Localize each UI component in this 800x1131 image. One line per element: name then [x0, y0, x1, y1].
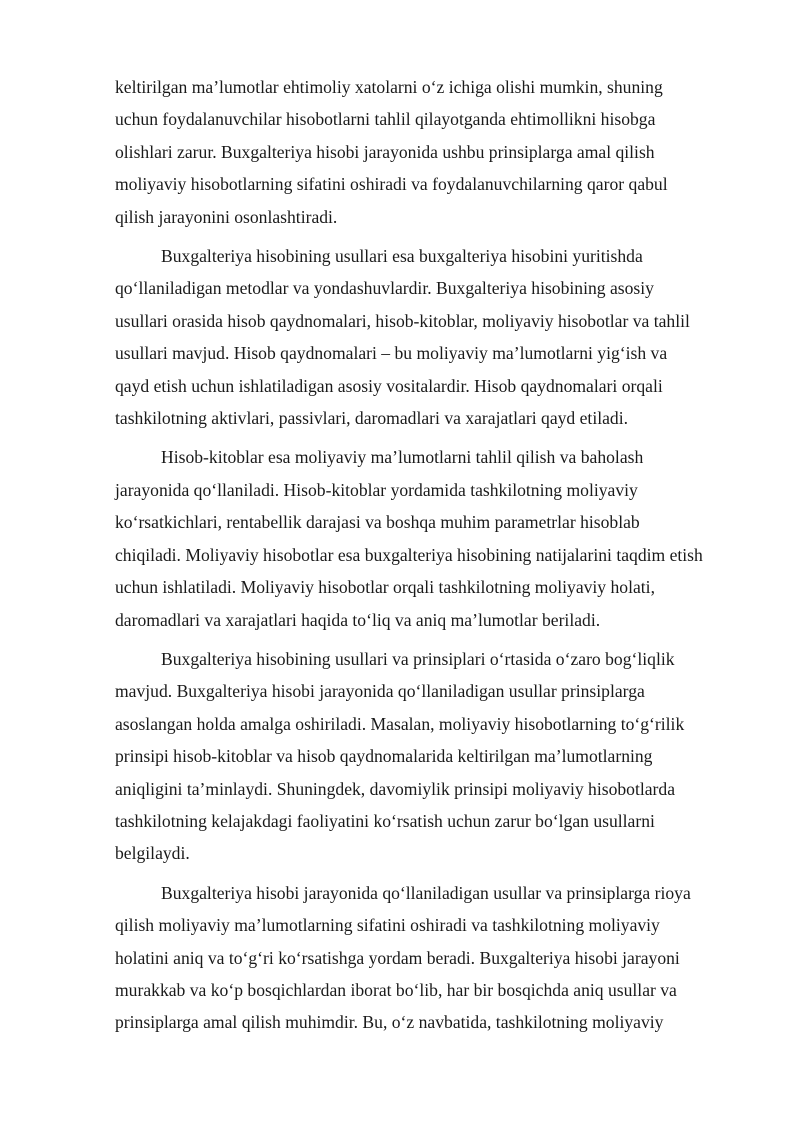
text-line: tashkilotning aktivlari, passivlari, daromadlari va xarajatlari qayd etiladi.: [115, 408, 628, 429]
text-line: murakkab va ko‘p bosqichlardan iborat bo‘lib, har bir bosqichda aniq usullar va: [115, 979, 677, 1000]
text-line: asoslangan holda amalga oshiriladi. Masalan, moliyaviy hisobotlarning to‘g‘rilik: [115, 713, 685, 734]
text-line: qayd etish uchun ishlatiladigan asosiy vositalardir. Hisob qaydnomalari orqali: [115, 375, 663, 396]
text-line: Buxgalteriya hisobi jarayonida qo‘llaniladigan usullar va prinsiplarga rioya: [161, 882, 691, 903]
text-line: prinsipi hisob-kitoblar va hisob qaydnomalarida keltirilgan ma’lumotlarning: [115, 746, 653, 767]
text-line: Buxgalteriya hisobining usullari esa buxgalteriya hisobini yuritishda: [161, 246, 643, 267]
text-line: ko‘rsatkichlari, rentabellik darajasi va boshqa muhim parametrlar hisoblab: [115, 512, 640, 533]
text-line: uchun ishlatiladi. Moliyaviy hisobotlar orqali tashkilotning moliyaviy holati,: [115, 577, 655, 598]
text-line: qo‘llaniladigan metodlar va yondashuvlardir. Buxgalteriya hisobining asosiy: [115, 278, 654, 299]
text-line: tashkilotning kelajakdagi faoliyatini ko‘rsatish uchun zarur bo‘lgan usullarni: [115, 810, 655, 831]
text-line: aniqligini ta’minlaydi. Shuningdek, davomiylik prinsipi moliyaviy hisobotlarda: [115, 778, 676, 799]
text-line: keltirilgan ma’lumotlar ehtimoliy xatolarni o‘z ichiga olishi mumkin, shuning: [115, 77, 663, 97]
text-line: usullari orasida hisob qaydnomalari, hisob-kitoblar, moliyaviy hisobotlar va tahlil: [115, 310, 690, 331]
text-line: mavjud. Buxgalteriya hisobi jarayonida qo‘llaniladigan usullar prinsiplarga: [115, 681, 645, 702]
text-line: daromadlari va xarajatlari haqida to‘liq va aniq ma’lumotlar beriladi.: [115, 609, 601, 630]
text-line: belgilaydi.: [115, 843, 190, 864]
text-line: uchun foydalanuvchilar hisobotlarni tahlil qilayotganda ehtimollikni hisobga: [115, 109, 656, 130]
paragraph-1: [115, 71, 747, 233]
text-line: olishlari zarur. Buxgalteriya hisobi jarayonida ushbu prinsiplarga amal qilish: [115, 141, 655, 162]
paragraph-4: [115, 643, 747, 870]
document-page: [115, 71, 747, 1046]
text-line: Buxgalteriya hisobining usullari va prinsiplari o‘rtasida o‘zaro bog‘liqlik: [161, 648, 675, 669]
text-line: qilish moliyaviy ma’lumotlarning sifatini oshiradi va tashkilotning moliyaviy: [115, 915, 660, 936]
text-line: holatini aniq va to‘g‘ri ko‘rsatishga yordam beradi. Buxgalteriya hisobi jarayoni: [115, 947, 680, 968]
paragraph-3: [115, 441, 747, 635]
text-line: chiqiladi. Moliyaviy hisobotlar esa buxgalteriya hisobining natijalarini taqdim etish: [115, 544, 703, 565]
text-line: moliyaviy hisobotlarning sifatini oshiradi va foydalanuvchilarning qaror qabul: [115, 174, 668, 195]
paragraph-2: [115, 240, 747, 434]
paragraph-5: [115, 877, 747, 1039]
text-line: prinsiplarga amal qilish muhimdir. Bu, o‘z navbatida, tashkilotning moliyaviy: [115, 1012, 664, 1033]
text-line: Hisob-kitoblar esa moliyaviy ma’lumotlarni tahlil qilish va baholash: [161, 447, 644, 468]
text-line: jarayonida qo‘llaniladi. Hisob-kitoblar yordamida tashkilotning moliyaviy: [115, 479, 638, 500]
text-line: qilish jarayonini osonlashtiradi.: [115, 206, 338, 227]
text-line: usullari mavjud. Hisob qaydnomalari – bu moliyaviy ma’lumotlarni yig‘ish va: [115, 343, 668, 364]
